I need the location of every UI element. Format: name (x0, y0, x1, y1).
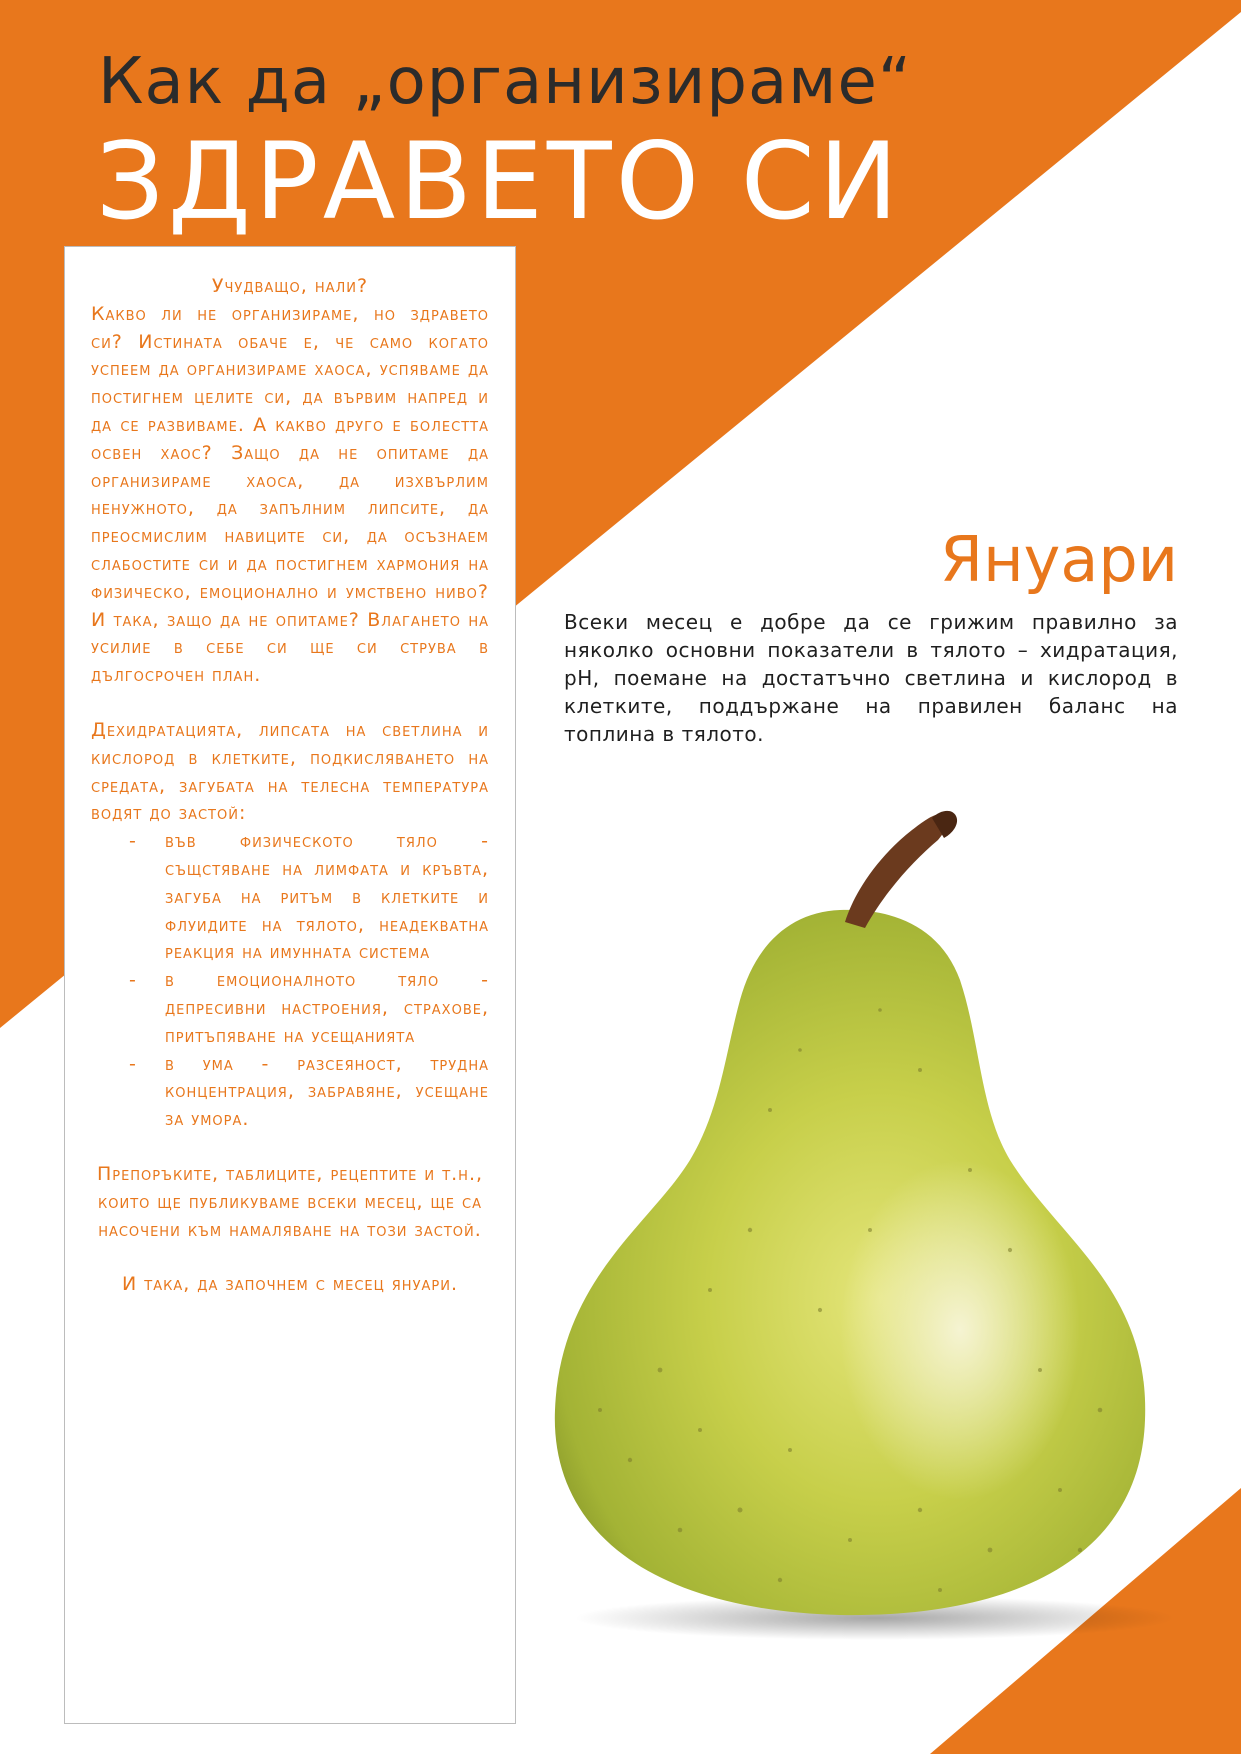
stagnation-list (91, 828, 489, 1134)
list-item-text: в емоционалното тяло - депресивни настроения, страхове, притъпяване на усещанията (165, 969, 489, 1047)
list-item-text: в ума - разсеяност, трудна концентрация, забравяне, усещане за умора. (165, 1052, 489, 1131)
page-title-line1: Как да „организираме“ (98, 45, 912, 119)
list-item (91, 1051, 489, 1134)
paragraph-spacer (91, 1134, 489, 1161)
bullet-dash: - (129, 830, 137, 853)
stagnation-paragraph: Дехидратацията, липсата на светлина и кислород в клетките, подкисляването на средата, загубата на телесна температура водят до застой: (91, 718, 489, 825)
bullet-dash: - (129, 969, 137, 992)
intro-heading: Учудващо, нали? (211, 275, 369, 297)
recommendations-paragraph: Препоръките, таблиците, рецептите и т.н., които ще публикуваме всеки месец, ще са насочени към намаляване на този застой. (96, 1162, 484, 1241)
paragraph-spacer (91, 690, 489, 717)
pear-highlight (840, 1160, 1080, 1500)
list-item-text: във физическото тяло - същстяване на лимфата и кръвта, загуба на ритъм в клетките и флуидите на тялото, неадекватна реакция на имунната система (165, 830, 489, 964)
paragraph-spacer (91, 1244, 489, 1271)
intro-paragraph: Какво ли не организираме, но здравето си? Истината обаче е, че само когато успеем да организираме хаоса, успяваме да постигнем целите си, да вървим напред и да се развиваме. А какво друго е болестта освен хаос? Защо да не опитаме да организираме хаоса, да изхвърлим ненужното, да запълним липсите, да преосмислим навиците си, да осъзнаем слабостите си и да постигнем хармония на физическо, емоционално и умствено ниво? И така, защо да не опитаме? Влагането на усилие в себе си ще си струва в дългосрочен план. (91, 302, 489, 687)
closing-paragraph: И така, да започнем с месец януари. (122, 1273, 458, 1296)
pear-icon (540, 810, 1180, 1640)
bullet-dash: - (129, 1052, 137, 1075)
list-item (91, 967, 489, 1050)
page-title-line2: ЗДРАВЕТО СИ (96, 120, 903, 243)
month-description: Всеки месец е добре да се грижим правилно за няколко основни показатели в тялото – хидратация, pH, поемане на достатъчно светлина и кислород в клетките, поддържане на правилен баланс на топлина в тялото. (564, 610, 1178, 746)
intro-text-box (64, 246, 516, 1724)
pear-stem (845, 814, 947, 928)
month-heading: Януари (940, 523, 1178, 596)
list-item (91, 828, 489, 967)
